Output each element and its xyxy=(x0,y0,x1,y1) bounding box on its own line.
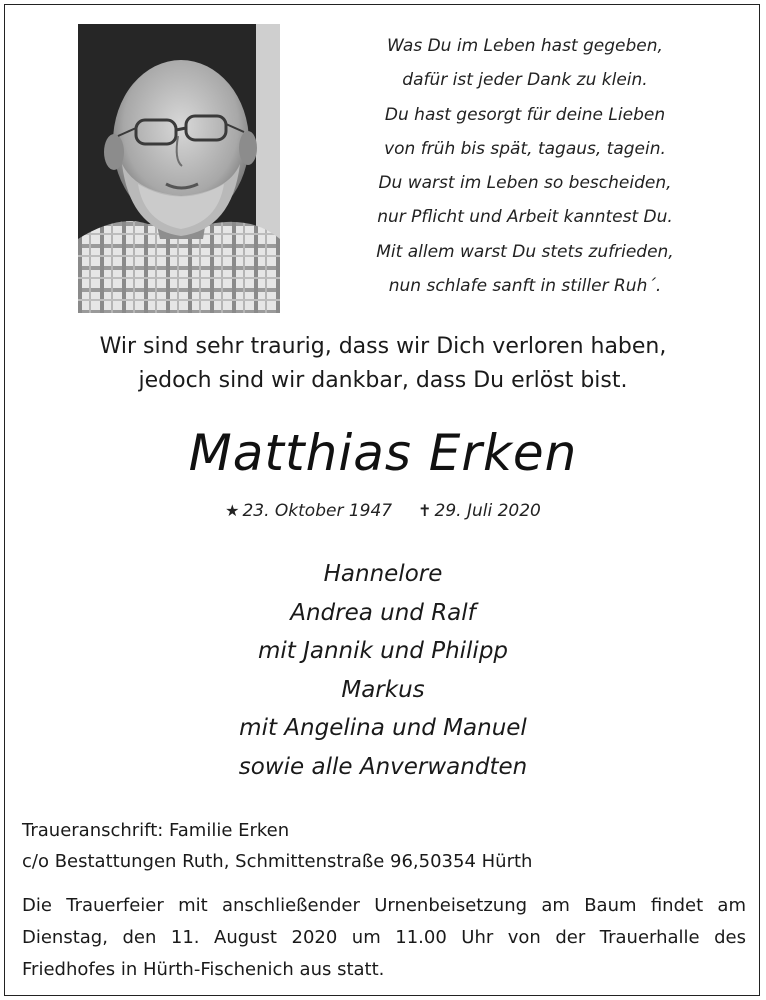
address-line: Traueranschrift: Familie Erken xyxy=(22,820,290,841)
death-date: 29. Juli 2020 xyxy=(434,501,541,521)
poem-line: dafür ist jeder Dank zu klein. xyxy=(402,70,648,91)
portrait-photo xyxy=(78,24,280,313)
cross-icon: ✝ xyxy=(418,501,432,520)
mourner-line: mit Angelina und Manuel xyxy=(239,715,527,742)
intro-line: Wir sind sehr traurig, dass wir Dich verloren haben, xyxy=(99,334,667,359)
address-line: c/o Bestattungen Ruth, Schmittenstraße 96,50354 Hürth xyxy=(22,851,533,872)
poem-line: Mit allem warst Du stets zufrieden, xyxy=(376,241,674,262)
birth-date: 23. Oktober 1947 xyxy=(242,501,393,521)
poem-line: Was Du im Leben hast gegeben, xyxy=(387,36,663,56)
mourner-line: Markus xyxy=(341,676,425,703)
poem-line: von früh bis spät, tagaus, tagein. xyxy=(384,138,666,159)
poem-line: Du warst im Leben so bescheiden, xyxy=(378,173,672,194)
mourners-list xyxy=(0,555,766,787)
life-dates xyxy=(0,498,766,524)
deceased-name: Matthias Erken xyxy=(188,424,578,482)
mourner-line: Andrea und Ralf xyxy=(290,599,476,626)
memorial-poem xyxy=(340,29,710,303)
mourner-line: sowie alle Anverwandten xyxy=(238,753,528,780)
intro-text xyxy=(0,330,766,398)
mourning-address xyxy=(22,815,742,877)
ceremony-info: Die Trauerfeier mit anschließender Urnenbeisetzung am Baum findet am Dienstag, den 11. August 2020 um 11.00 Uhr von der Trauerhalle des Friedhofes in Hürth-Fischenich aus statt. xyxy=(22,895,746,980)
poem-line: Du hast gesorgt für deine Lieben xyxy=(384,104,666,125)
mourner-line: mit Jannik und Philipp xyxy=(257,638,509,665)
poem-line: nun schlafe sanft in stiller Ruh´. xyxy=(388,276,662,297)
intro-line: jedoch sind wir dankbar, dass Du erlöst bist. xyxy=(138,368,628,393)
mourner-line: Hannelore xyxy=(323,561,443,587)
poem-line: nur Pflicht und Arbeit kanntest Du. xyxy=(377,207,673,228)
star-icon: ★ xyxy=(225,501,240,520)
